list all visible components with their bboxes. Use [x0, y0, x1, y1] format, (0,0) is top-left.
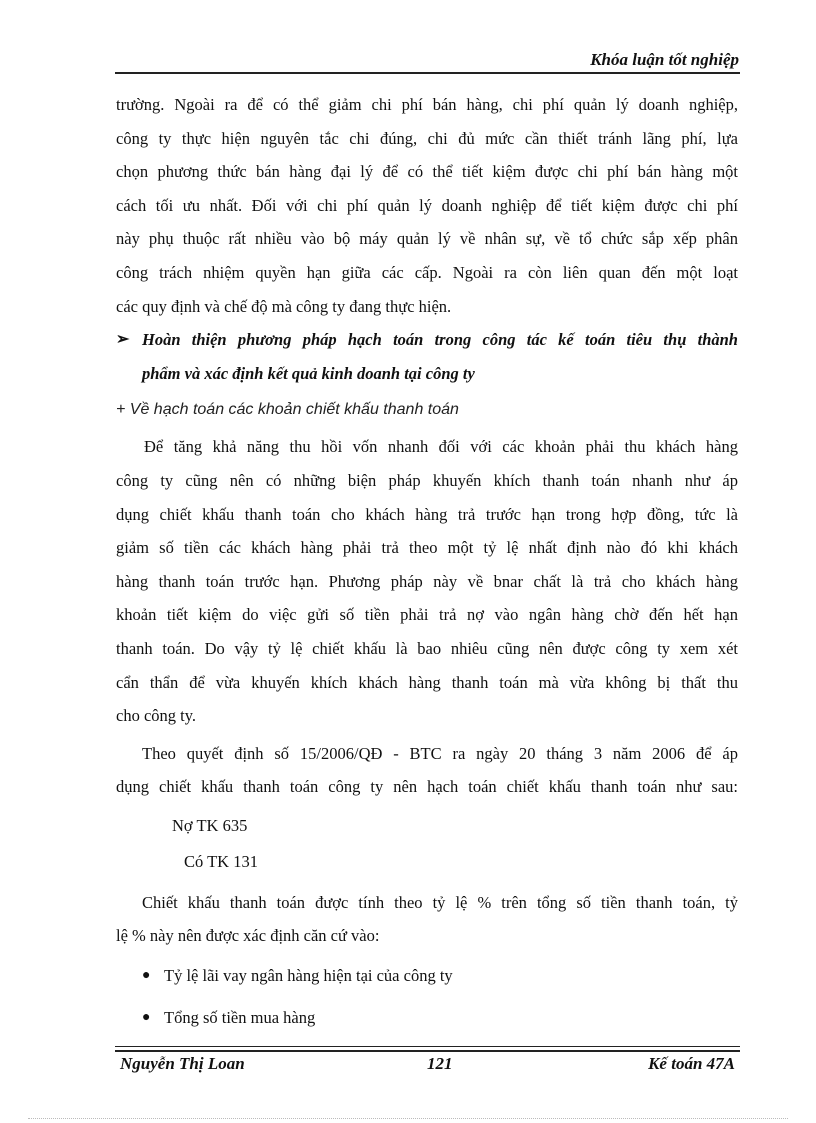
text-line: dụng chiết khấu thanh toán cho khách hàng trả trước hạn trong hợp đồng, tức là: [116, 504, 738, 524]
text-line: công ty thực hiện nguyên tắc chi đúng, chi đủ mức cần thiết tránh lãng phí, lựa: [116, 128, 738, 148]
text-line: cho công ty.: [116, 706, 197, 726]
page-footer: [115, 1054, 740, 1076]
list-item-text: Tổng số tiền mua hàng: [164, 1008, 316, 1028]
footer-divider-thin: [115, 1046, 740, 1047]
text-line: giảm số tiền các khách hàng phải trả theo một tỷ lệ nhất định nào đó khi khách: [116, 538, 738, 558]
text-line: Chiết khấu thanh toán được tính theo tỷ lệ % trên tổng số tiền thanh toán, tỷ: [142, 892, 738, 912]
text-line: thanh toán. Do vậy tỷ lệ chiết khấu là bao nhiêu cũng nên được công ty xem xét: [116, 638, 738, 658]
bullet-dot-icon: ●: [142, 968, 151, 984]
credit-entry: Có TK 131: [184, 851, 258, 871]
paragraph-payment-discount: [116, 430, 738, 732]
page-bottom-dotted-line: [28, 1118, 788, 1119]
text-line: hàng thanh toán trước hạn. Phương pháp này về bnar chất là trả cho khách hàng: [116, 571, 738, 591]
text-line: trường. Ngoài ra để có thể giảm chi phí bán hàng, chi phí quản lý doanh nghiệp,: [116, 95, 738, 114]
footer-class: Kế toán 47A: [648, 1054, 735, 1073]
text-line: khoản tiết kiệm do việc gửi số tiền phải trả nợ vào ngân hàng chờ đến hết hạn: [116, 605, 738, 625]
text-line: chọn phương thức bán hàng đại lý để có thể tiết kiệm được chi phí bán hàng một: [116, 162, 738, 182]
paragraph-discount-rate: [116, 886, 738, 953]
heading-line: Hoàn thiện phương pháp hạch toán trong công tác kế toán tiêu thụ thành: [142, 330, 738, 350]
footer-author: Nguyễn Thị Loan: [120, 1054, 245, 1073]
page-number: 121: [427, 1054, 453, 1073]
paragraph-cost-saving: [116, 88, 738, 323]
section-heading: [116, 323, 738, 390]
list-item: [116, 997, 738, 1039]
text-line: công trách nhiệm quyền hạn giữa các cấp. Ngoài ra còn liên quan đến một loạt: [116, 262, 738, 282]
subheading: + Về hạch toán các khoản chiết khấu thanh toán: [116, 401, 459, 419]
text-line: Theo quyết định số 15/2006/QĐ - BTC ra ngày 20 tháng 3 năm 2006 để áp: [142, 743, 738, 763]
text-line: dụng chiết khấu thanh toán công ty nên hạch toán chiết khấu thanh toán như sau:: [116, 777, 738, 797]
text-line: lệ % này nên được xác định căn cứ vào:: [116, 926, 380, 946]
text-line: cách tối ưu nhất. Đối với chi phí quản lý doanh nghiệp để tiết kiệm được chi phí: [116, 195, 738, 215]
header-divider: [115, 72, 740, 74]
heading-line: phẩm và xác định kết quả kinh doanh tại công ty: [142, 363, 475, 383]
footer-divider-thick: [115, 1050, 740, 1052]
text-line: Để tăng khả năng thu hồi vốn nhanh đối với các khoản phải thu khách hàng: [144, 437, 738, 457]
arrow-bullet-icon: ➢: [116, 331, 130, 349]
bullet-dot-icon: ●: [142, 1010, 151, 1026]
text-line: công ty cũng nên có những biện pháp khuyến khích thanh toán nhanh như áp: [116, 470, 738, 490]
criteria-list: [116, 955, 738, 1039]
text-line: các quy định và chế độ mà công ty đang thực hiện.: [116, 296, 452, 316]
text-line: cẩn thẩn để vừa khuyến khích khách hàng thanh toán mà vừa không bị thất thu: [116, 672, 738, 692]
header-title: Khóa luận tốt nghiệp: [590, 50, 739, 69]
text-line: này phụ thuộc rất nhiều vào bộ máy quản lý về nhân sự, về tổ chức sắp xếp phân: [116, 229, 738, 249]
page-body: [116, 88, 738, 1039]
list-item: [116, 955, 738, 997]
list-item-text: Tỷ lệ lãi vay ngân hàng hiện tại của công ty: [164, 966, 453, 986]
paragraph-decision: [116, 737, 738, 804]
debit-entry: Nợ TK 635: [172, 815, 248, 835]
